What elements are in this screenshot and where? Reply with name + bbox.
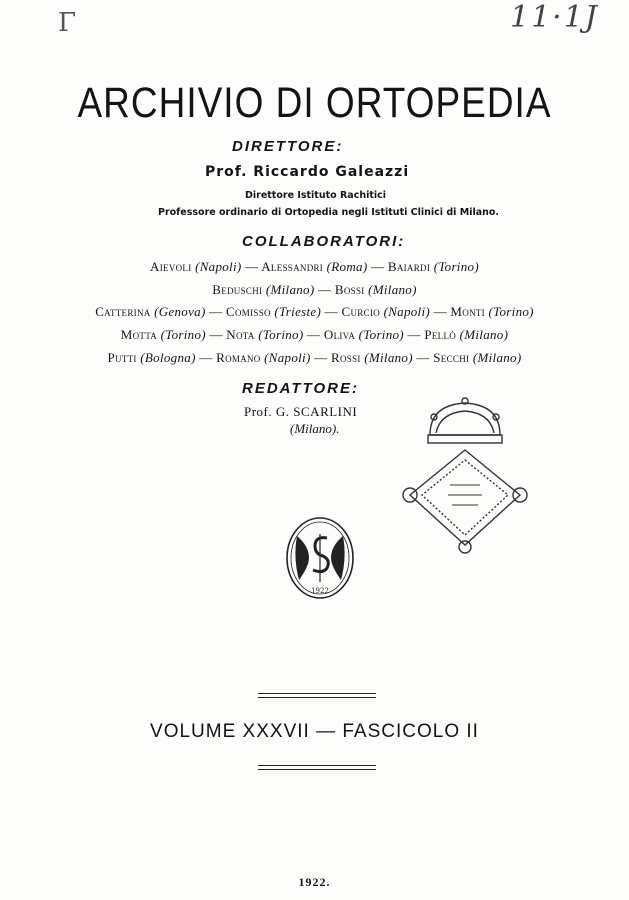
collaborator-name: Motta: [120, 327, 161, 342]
collaborator-name: Monti: [450, 304, 489, 319]
divider: [258, 769, 376, 770]
collaborator-name: Pellò: [424, 327, 460, 342]
collaborator-name: Bossi: [334, 282, 369, 297]
collaborator-city: (Bologna): [140, 350, 196, 365]
divider: [258, 697, 376, 698]
collaborator-city: (Milano): [364, 350, 413, 365]
collaborators-line: Motta (Torino) — Nota (Torino) — Oliva (Torino) — Pellò (Milano): [120, 327, 509, 342]
collaborator-name: Catterina: [95, 304, 155, 319]
collaborators-line: Putti (Bologna) — Romano (Napoli) — Rossi (Milano) — Secchi (Milano): [107, 350, 522, 365]
library-crown-stamp-icon: [400, 395, 530, 555]
handwritten-number: 11·1J: [510, 0, 599, 35]
director-label: DIRETTORE:: [232, 138, 344, 155]
collaborator-name: Oliva: [323, 327, 359, 342]
collaborator-city: (Napoli): [383, 304, 431, 319]
handwritten-mark: Γ: [58, 8, 77, 38]
publisher-monogram-icon: [285, 516, 355, 600]
collaborator-name: Baiardi: [387, 259, 434, 274]
collaborator-city: (Milano): [459, 327, 509, 342]
collaborator-city: (Roma): [326, 259, 368, 274]
collaborator-city: (Torino): [433, 259, 479, 274]
collaborator-city: (Torino): [358, 327, 404, 342]
collaborator-city: (Torino): [488, 304, 534, 319]
collaborator-name: Alessandri: [261, 259, 327, 274]
collaborator-name: Curcio: [341, 304, 384, 319]
collaborators-line: Aievoli (Napoli) — Alessandri (Roma) — Baiardi (Torino): [150, 259, 479, 274]
collaborator-name: Nota: [226, 327, 259, 342]
divider: [258, 693, 376, 694]
collaborators-line: Beduschi (Milano) — Bossi (Milano): [212, 282, 417, 297]
director-position: Professore ordinario di Ortopedia negli Istituti Clinici di Milano.: [158, 207, 500, 218]
collaborator-city: (Milano): [368, 282, 417, 297]
editor-city: (Milano).: [290, 421, 340, 436]
volume-label: VOLUME XXXVII — FASCICOLO II: [150, 721, 479, 742]
director-name: Prof. Riccardo Galeazzi: [205, 164, 410, 180]
collaborators-line: Catterina (Genova) — Comisso (Trieste) — Curcio (Napoli) — Monti (Torino): [95, 304, 534, 319]
collaborator-name: Rossi: [331, 350, 365, 365]
collaborator-city: (Napoli): [195, 259, 242, 274]
collaborator-name: Secchi: [433, 350, 473, 365]
director-title: Direttore Istituto Rachitici: [245, 190, 387, 201]
collaborator-city: (Napoli): [264, 350, 311, 365]
collaborator-city: (Torino): [258, 327, 304, 342]
collaborator-city: (Genova): [154, 304, 206, 319]
collaborator-name: Beduschi: [212, 282, 266, 297]
collaborators-label: COLLABORATORI:: [242, 233, 406, 250]
collaborator-name: Comisso: [226, 304, 275, 319]
collaborator-name: Putti: [107, 350, 141, 365]
collaborator-name: Aievoli: [150, 259, 196, 274]
editor-label: REDATTORE:: [242, 380, 359, 397]
editor-name: Prof. G. SCARLINI: [244, 404, 358, 419]
logo-year: 1922: [311, 587, 329, 595]
divider: [258, 765, 376, 766]
publication-year: 1922.: [298, 875, 331, 889]
collaborator-city: (Milano): [265, 282, 315, 297]
collaborator-city: (Milano): [472, 350, 522, 365]
collaborator-name: Romano: [216, 350, 265, 365]
page-title: ARCHIVIO DI ORTOPEDIA: [77, 78, 552, 126]
collaborator-city: (Torino): [160, 327, 206, 342]
collaborator-city: (Trieste): [274, 304, 322, 319]
